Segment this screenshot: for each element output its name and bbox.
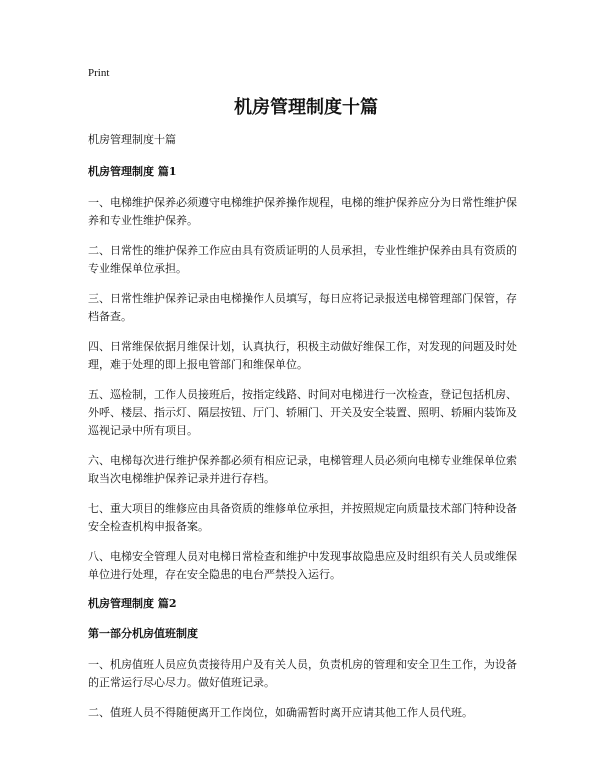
document-title: 机房管理制度十篇 <box>234 97 378 118</box>
paragraph: 四、日常维保依据月维保计划，认真执行，积极主动做好维保工作，对发现的问题及时处理，难于处理的即上报电管部门和维保单位。 <box>88 340 517 371</box>
document-page <box>88 66 524 734</box>
paragraph: 二、日常性的维护保养工作应由具有资质证明的人员承担，专业性维护保养由具有资质的专业维保单位承担。 <box>88 244 517 275</box>
section-2 <box>88 596 524 722</box>
paragraph: 五、巡检制，工作人员接班后，按指定线路、时间对电梯进行一次检查，登记包括机房、外呼、楼层、指示灯、隔层按钮、厅门、轿厢门、开关及安全装置、照明、轿厢内装饰及巡视记录中所有项目。 <box>88 388 517 437</box>
section-1 <box>88 164 524 584</box>
section-subheading: 第一部分机房值班制度 <box>88 627 198 640</box>
paragraph: 一、电梯维护保养必须遵守电梯维护保养操作规程，电梯的维护保养应分为日常性维护保养和专业性维护保养。 <box>88 196 517 227</box>
print-label: Print <box>88 67 110 79</box>
paragraph: 二、值班人员不得随便离开工作岗位，如确需暂时离开应请其他工作人员代班。 <box>88 706 473 719</box>
paragraph: 八、电梯安全管理人员对电梯日常检查和维护中发现事故隐患应及时组织有关人员或维保单位进行处理，存在安全隐患的电台严禁投入运行。 <box>88 550 517 581</box>
paragraph: 七、重大项目的维修应由具备资质的维修单位承担，并按照规定向质量技术部门特种设备安全检查机构申报备案。 <box>88 502 517 533</box>
paragraph: 一、机房值班人员应负责接待用户及有关人员，负责机房的管理和安全卫生工作，为设备的正常运行尽心尽力。做好值班记录。 <box>88 658 517 689</box>
section-heading: 机房管理制度 篇2 <box>88 597 177 610</box>
paragraph: 三、日常性维护保养记录由电梯操作人员填写，每日应将记录报送电梯管理部门保管，存档备查。 <box>88 292 517 323</box>
section-heading: 机房管理制度 篇1 <box>88 165 177 178</box>
paragraph: 六、电梯每次进行维护保养都必须有相应记录，电梯管理人员必须向电梯专业维保单位索取当次电梯维护保养记录并进行存档。 <box>88 454 517 485</box>
document-subtitle: 机房管理制度十篇 <box>88 133 176 146</box>
